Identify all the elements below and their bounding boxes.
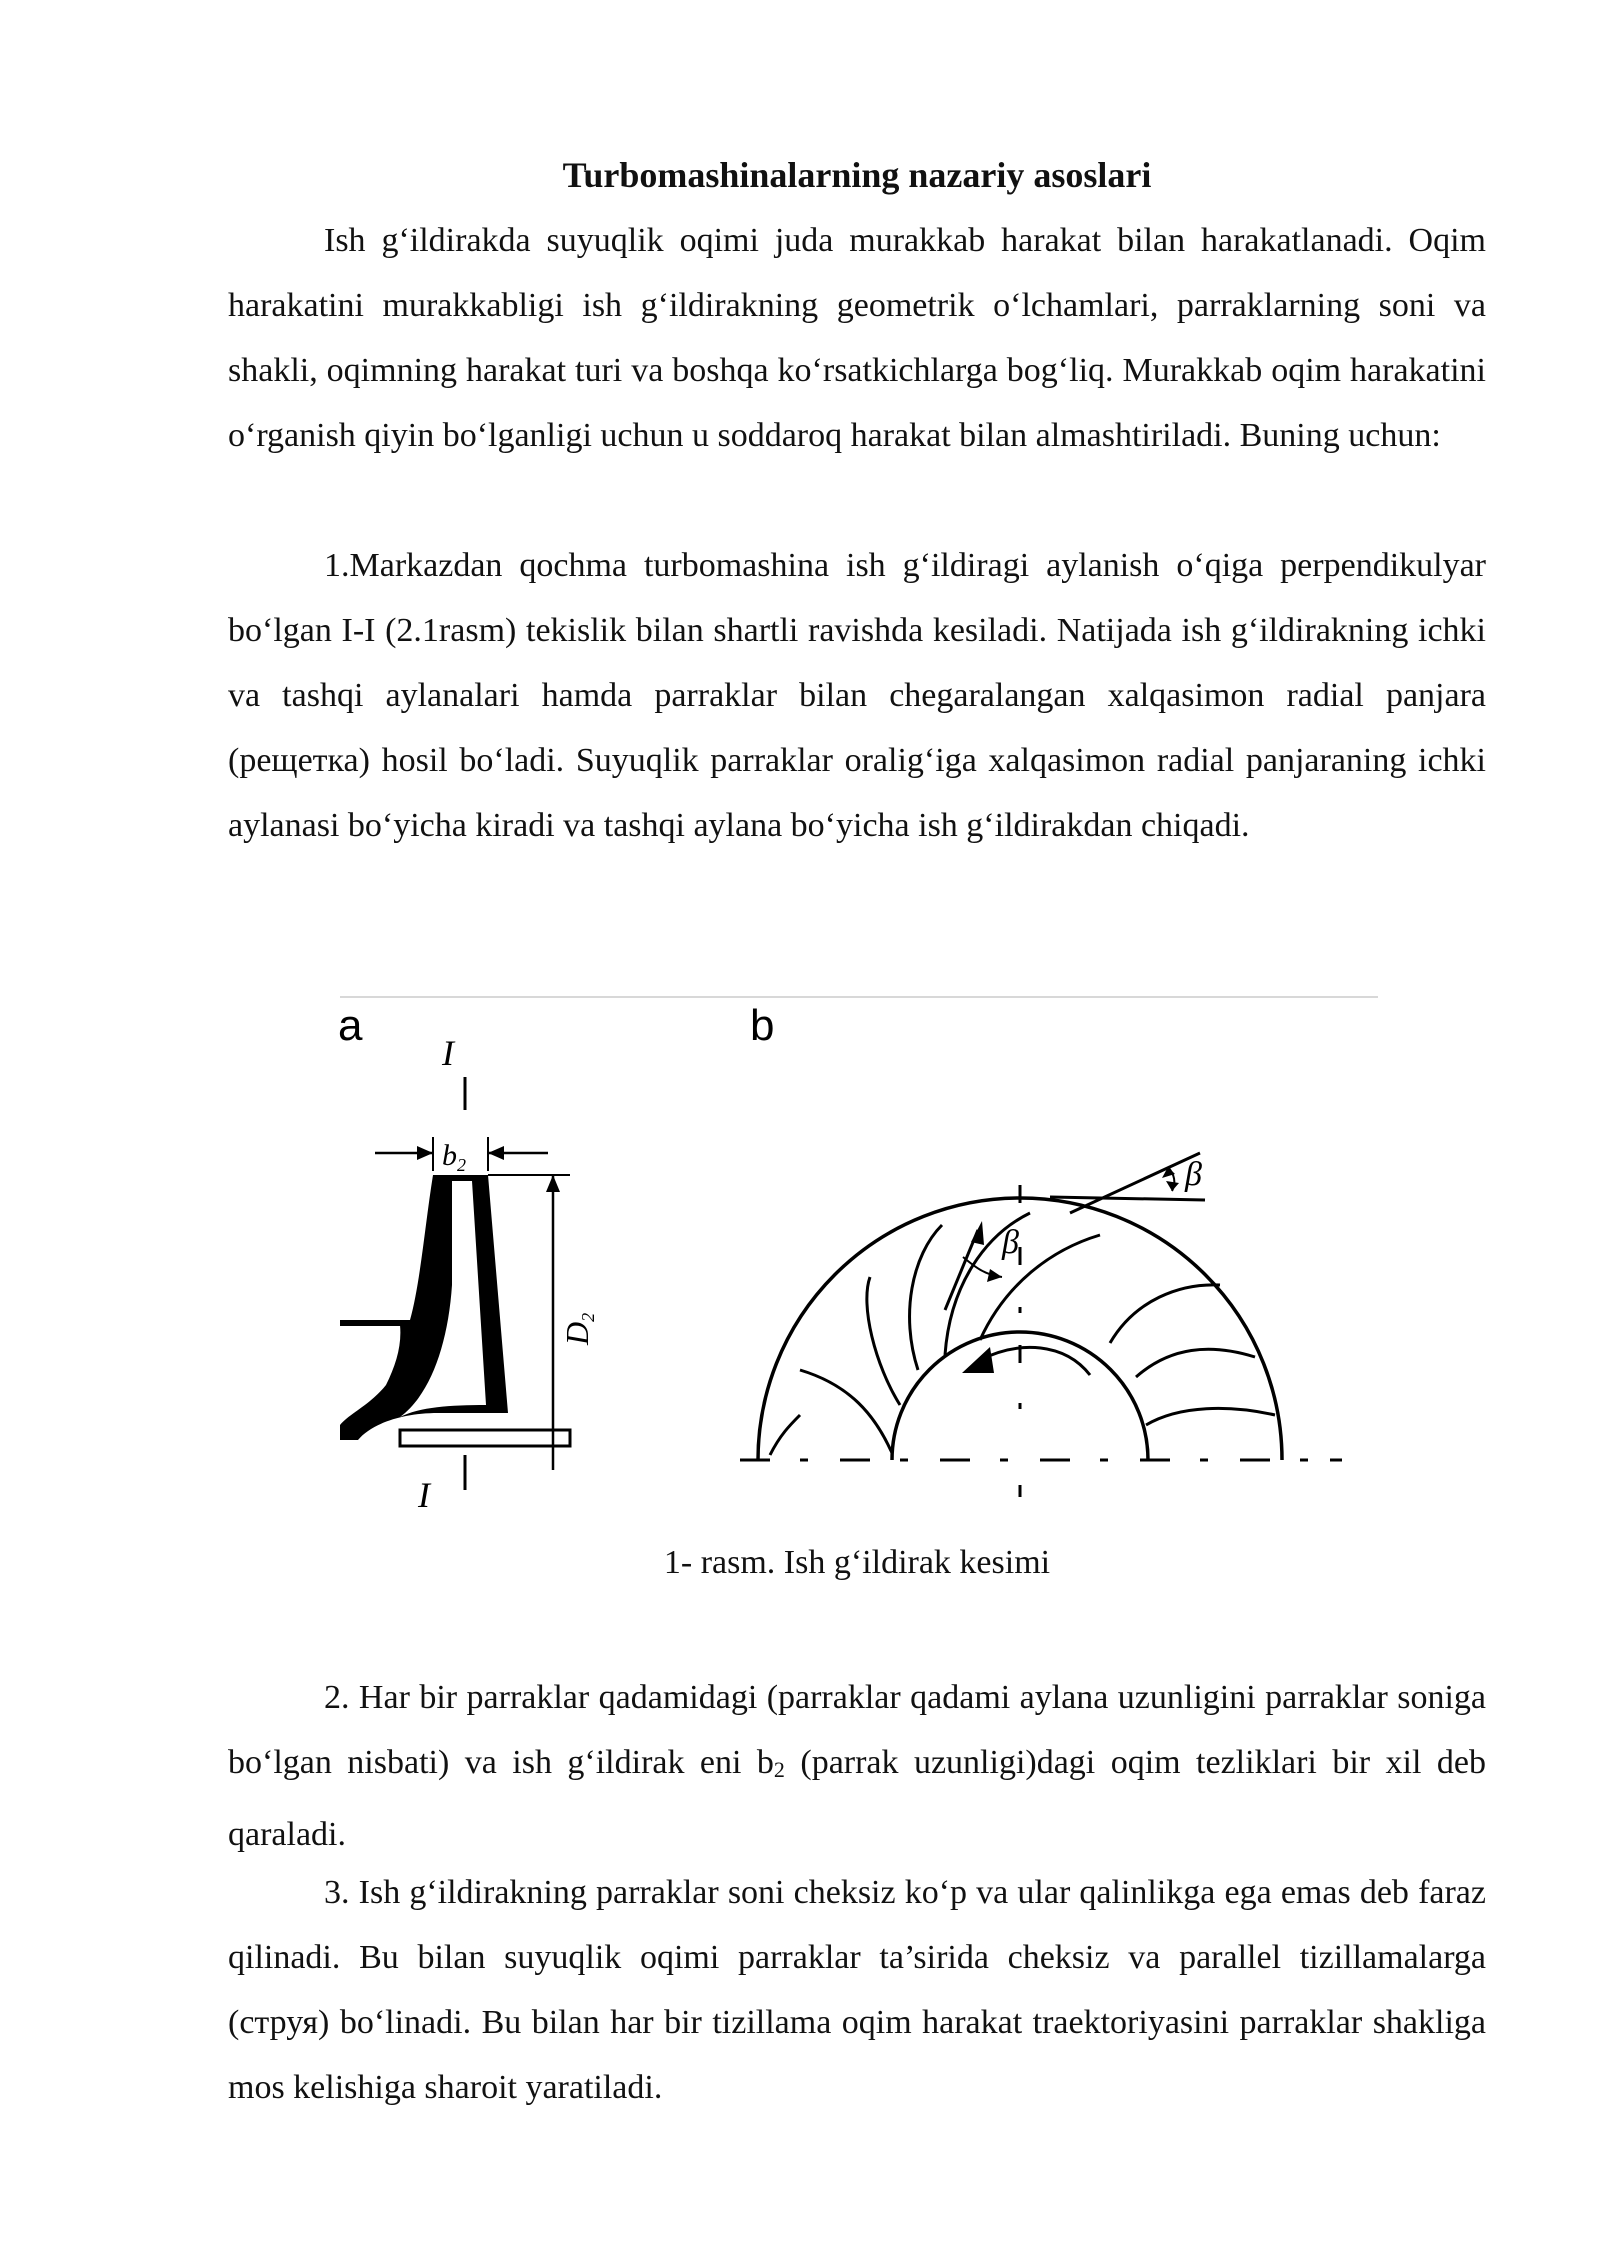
paragraph-point-2-text: 2. Har bir parraklar qadamidagi (parraklar qadami aylana uzunligini parraklar soniga bo‘lgan nisbati) va ish g‘ildirak eni b [228, 1679, 1486, 1781]
paragraph-point-2 [228, 1665, 1486, 1867]
document-title: Turbomashinalarning nazariy asoslari [562, 155, 1152, 195]
panel-a-label: a [338, 1001, 363, 1050]
diameter-label: D2 [559, 1312, 598, 1345]
angle-label-inner: β [1002, 1224, 1019, 1261]
paragraph-point-2-text-cont: (parrak uzunligi)dagi oqim tezliklari bir xil deb qaraladi. [228, 1744, 1486, 1853]
section-label-bottom: I [418, 1475, 430, 1515]
panel-b-label: b [750, 1001, 775, 1050]
paragraph-intro: Ish g‘ildirakda suyuqlik oqimi juda murakkab harakat bilan harakatlanadi. Oqim harakatini murakkabligi ish g‘ildirakning geometrik o‘lchamlari, parraklarning soni va shakli, oqimning harakat turi va boshqa ko‘rsatkichlarga bog‘liq. Murakkab oqim harakatini o‘rganish qiyin bo‘lganligi uchun u soddaroq harakat bilan almashtiriladi. Buning uchun: [228, 222, 1486, 454]
paragraph-point-2-subscript: 2 [773, 1757, 785, 1782]
section-label-top: I [442, 1033, 454, 1073]
paragraph-point-1: 1.Markazdan qochma turbomashina ish g‘ildiragi aylanish o‘qiga perpendikulyar bo‘lgan I-I (2.1rasm) tekislik bilan shartli ravishda kesiladi. Natijada ish g‘ildirakning ichki va tashqi aylanalari hamda parraklar bilan chegaralangan xalqasimon radial panjara (рещетка) hosil bo‘ladi. Suyuqlik parraklar oralig‘iga xalqasimon radial panjaraning ichki aylanasi bo‘yicha kiradi va tashqi aylana bo‘yicha ish g‘ildirakdan chiqadi. [228, 547, 1486, 844]
blades [770, 1213, 1275, 1455]
width-label: $b_2$ [442, 1139, 466, 1175]
hub-plate [400, 1430, 570, 1446]
impeller-figure [330, 985, 1380, 1525]
impeller-diagram [330, 985, 1380, 1525]
paragraph-point-3: 3. Ish g‘ildirakning parraklar soni cheksiz ko‘p va ular qalinlikga ega emas deb faraz qilinadi. Bu bilan suyuqlik oqimi parraklar ta’sirida cheksiz va parallel tizillamalarga (струя) bo‘linadi. Bu bilan har bir tizillama oqim harakat traektoriyasini parraklar shakliga mos kelishiga sharoit yaratiladi. [228, 1874, 1486, 2106]
angle-label-outer: β [1185, 1156, 1202, 1193]
outer-circle [758, 1198, 1282, 1460]
figure-caption: 1- rasm. Ish g‘ildirak kesimi [663, 1544, 1051, 1581]
rotation-arrow [980, 1347, 1090, 1375]
